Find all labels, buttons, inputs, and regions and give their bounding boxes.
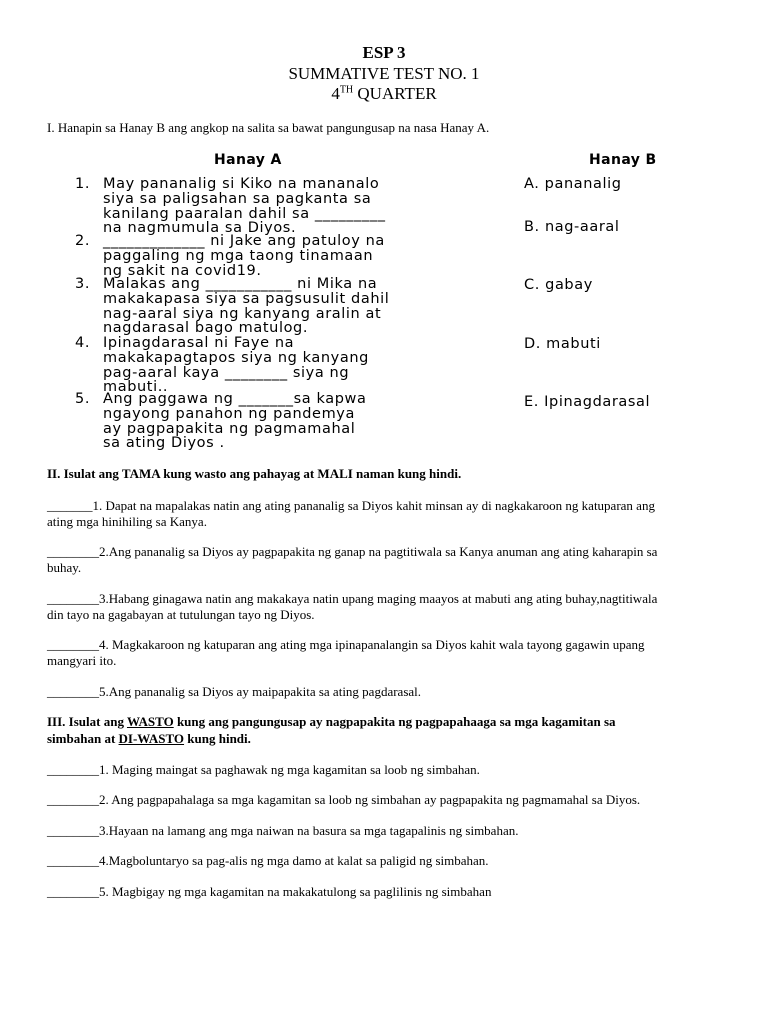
hanay-a-item-line: ng sakit na covid19. (103, 262, 262, 279)
part2-item-continuation: mangyari ito. (47, 653, 117, 668)
hanay-b-choice: C. gabay (524, 277, 593, 293)
hanay-a-item-line: Ipinagdarasal ni Faye na (103, 335, 295, 351)
part2-item-continuation: din tayo na gagabayan at tutulungan tayo ng Diyos. (47, 607, 315, 622)
part3-item: ________4.Magboluntaryo sa pag-alis ng mga damo at kalat sa paligid ng simbahan. (47, 853, 489, 868)
hanay-a-item-line: kanilang paaralan dahil sa _________ (103, 205, 386, 222)
hanay-a-item-line: Malakas ang ___________ ni Mika na (103, 276, 378, 292)
hanay-a-item-number: 1. (75, 176, 91, 192)
hanay-a-item-line: nag-aaral siya ng kanyang aralin at (103, 305, 382, 322)
part3-instr-text-b: kung ang pangungusap ay nagpapakita ng pagpapahaaga sa mga kagamitan sa (173, 714, 616, 729)
part2-item: _______1. Dapat na mapalakas natin ang ating pananalig sa Diyos kahit minsan ay di nagkakaroon ng katuparan ang (47, 498, 655, 513)
hanay-a-item-line: _____________ ni Jake ang patuloy na (103, 233, 385, 249)
wasto-term: WASTO (126, 714, 174, 729)
part3-item: ________1. Maging maingat sa paghawak ng mga kagamitan sa loob ng simbahan. (47, 762, 480, 777)
part1-instruction: I. Hanapin sa Hanay B ang angkop na salita sa bawat pangungusap na nasa Hanay A. (47, 120, 490, 135)
part3-item: ________2. Ang pagpapahalaga sa mga kagamitan sa loob ng simbahan ay pagpapakita ng pagmamahal sa Diyos. (47, 792, 641, 807)
hanay-a-item-number: 2. (75, 233, 91, 249)
part3-item: ________5. Magbigay ng mga kagamitan na makakatulong sa paglilinis ng simbahan (47, 884, 492, 899)
hanay-b-choice: B. nag-aaral (524, 219, 620, 235)
hanay-b-choice: D. mabuti (524, 336, 601, 352)
part2-item-continuation: ating mga hinihiling sa Kanya. (47, 514, 207, 529)
part3-instruction-line1 (47, 714, 616, 730)
column-b-title: Hanay B (589, 152, 657, 168)
title-subject: ESP 3 (362, 43, 406, 62)
hanay-b-choice: E. Ipinagdarasal (524, 394, 651, 410)
column-a-title: Hanay A (214, 152, 282, 168)
hanay-a-item-line: May pananalig si Kiko na mananalo (103, 176, 380, 192)
hanay-b-choice: A. pananalig (524, 176, 622, 192)
quarter-superscript: TH (339, 84, 354, 96)
hanay-a-item-number: 5. (75, 391, 91, 407)
title-test: SUMMATIVE TEST NO. 1 (288, 64, 480, 83)
hanay-a-item-line: mabuti.. (103, 379, 169, 396)
part2-item: ________3.Habang ginagawa natin ang makakaya natin upang maging maayos at mabuti ang ating buhay,nagtitiwala (47, 591, 658, 606)
hanay-a-item-line: ngayong panahon ng pandemya (103, 405, 355, 422)
part2-instruction: II. Isulat ang TAMA kung wasto ang pahayag at MALI naman kung hindi. (47, 466, 462, 481)
part3-instr-text-c: simbahan at (47, 731, 119, 746)
quarter-label: QUARTER (353, 84, 437, 103)
hanay-a-item-line: makakapasa siya sa pagsusulit dahil (103, 290, 390, 307)
hanay-a-item-line: na nagmumula sa Diyos. (103, 220, 297, 237)
di-wasto-term: DI-WASTO (118, 731, 185, 746)
part3-item: ________3.Hayaan na lamang ang mga naiwan na basura sa mga tagapalinis ng simbahan. (47, 823, 519, 838)
part2-item: ________2.Ang pananalig sa Diyos ay pagpapakita ng ganap na pagtitiwala sa Kanya anuman ang ating kaharapin sa (47, 544, 658, 559)
title-quarter (0, 84, 768, 104)
hanay-a-item-line: paggaling ng mga taong tinamaan (103, 247, 374, 264)
hanay-a-item-line: nagdarasal bago matulog. (103, 320, 309, 337)
hanay-a-item-line: ay pagpapakita ng pagmamahal (103, 420, 356, 437)
quarter-number: 4 (331, 84, 340, 103)
hanay-a-item-line: sa ating Diyos . (103, 435, 225, 452)
hanay-a-item-number: 3. (75, 276, 91, 292)
part3-instruction-line2 (47, 731, 251, 747)
part2-item: ________5.Ang pananalig sa Diyos ay maipapakita sa ating pagdarasal. (47, 684, 422, 699)
part2-item: ________4. Magkakaroon ng katuparan ang ating mga ipinapanalangin sa Diyos kahit wala tayong gagawin upang (47, 637, 645, 652)
hanay-a-item-number: 4. (75, 335, 91, 351)
part3-instr-text-d: kung hindi. (184, 731, 251, 746)
hanay-a-item-line: makakapagtapos siya ng kanyang (103, 349, 369, 366)
hanay-a-item-line: Ang paggawa ng _______sa kapwa (103, 391, 367, 407)
hanay-a-item-line: pag-aaral kaya ________ siya ng (103, 364, 350, 381)
hanay-a-item-line: siya sa paligsahan sa pagkanta sa (103, 190, 372, 207)
part3-instr-text-a: III. Isulat ang (47, 714, 127, 729)
part2-item-continuation: buhay. (47, 560, 82, 575)
